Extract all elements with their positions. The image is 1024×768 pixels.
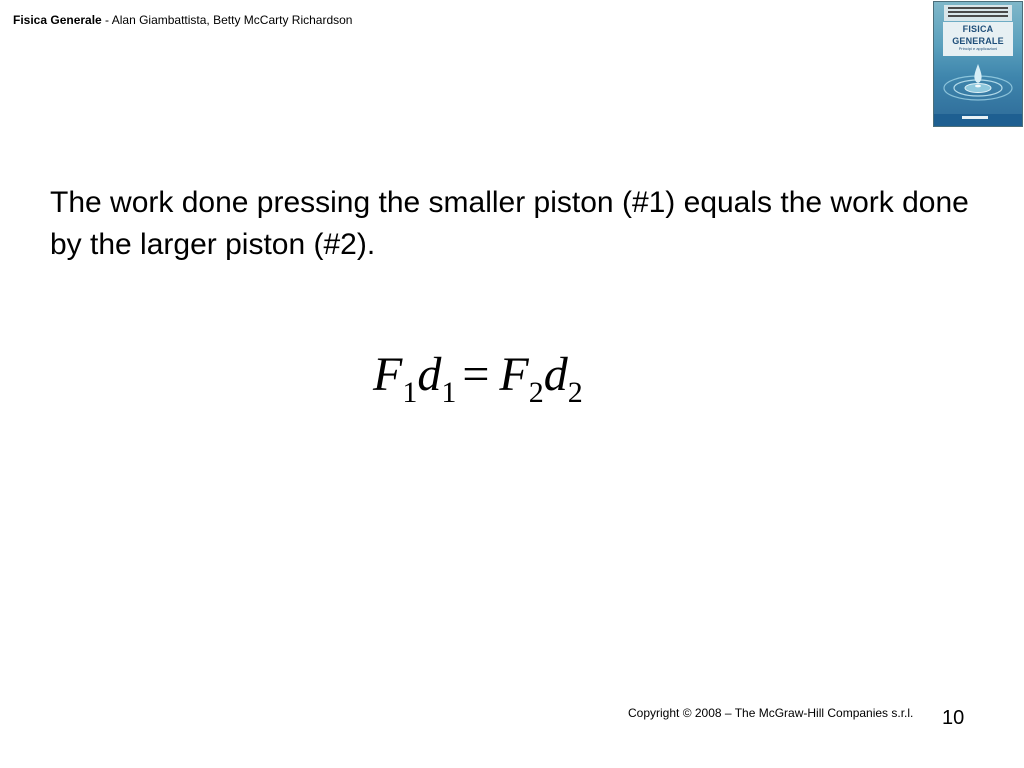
cover-publisher-bar [934,114,1022,126]
equation-force-1-subscript: 1 [402,376,418,409]
cover-title-panel [943,22,1013,56]
equation-force-2: F [499,348,529,401]
equation-force-2-subscript: 2 [528,376,544,409]
slide-body-text: The work done pressing the smaller piston (#1) equals the work done by the larger piston (#2). [50,186,969,261]
equation-distance-2: d [543,348,568,401]
book-authors: - Alan Giambattista, Betty McCarty Richardson [101,13,353,27]
cover-title-line-2: GENERALE [952,36,1004,46]
water-drop-icon [940,58,1016,106]
book-cover-image [933,1,1023,127]
copyright-notice: Copyright © 2008 – The McGraw-Hill Companies s.r.l. [628,706,914,720]
book-title: Fisica Generale [13,13,102,27]
equation-distance-1-subscript: 1 [441,376,457,409]
equation-distance-2-subscript: 2 [567,376,583,409]
work-equation [373,345,583,409]
cover-subtitle: Principi e applicazioni [958,46,998,51]
slide-header [13,13,352,27]
equation-distance-1: d [417,348,442,401]
slide-page-number: 10 [942,707,965,729]
cover-authors-band [944,5,1012,21]
equation-equals-sign: = [462,348,490,401]
equation-force-1: F [373,348,403,401]
cover-title-line-1: FISICA [962,24,994,34]
